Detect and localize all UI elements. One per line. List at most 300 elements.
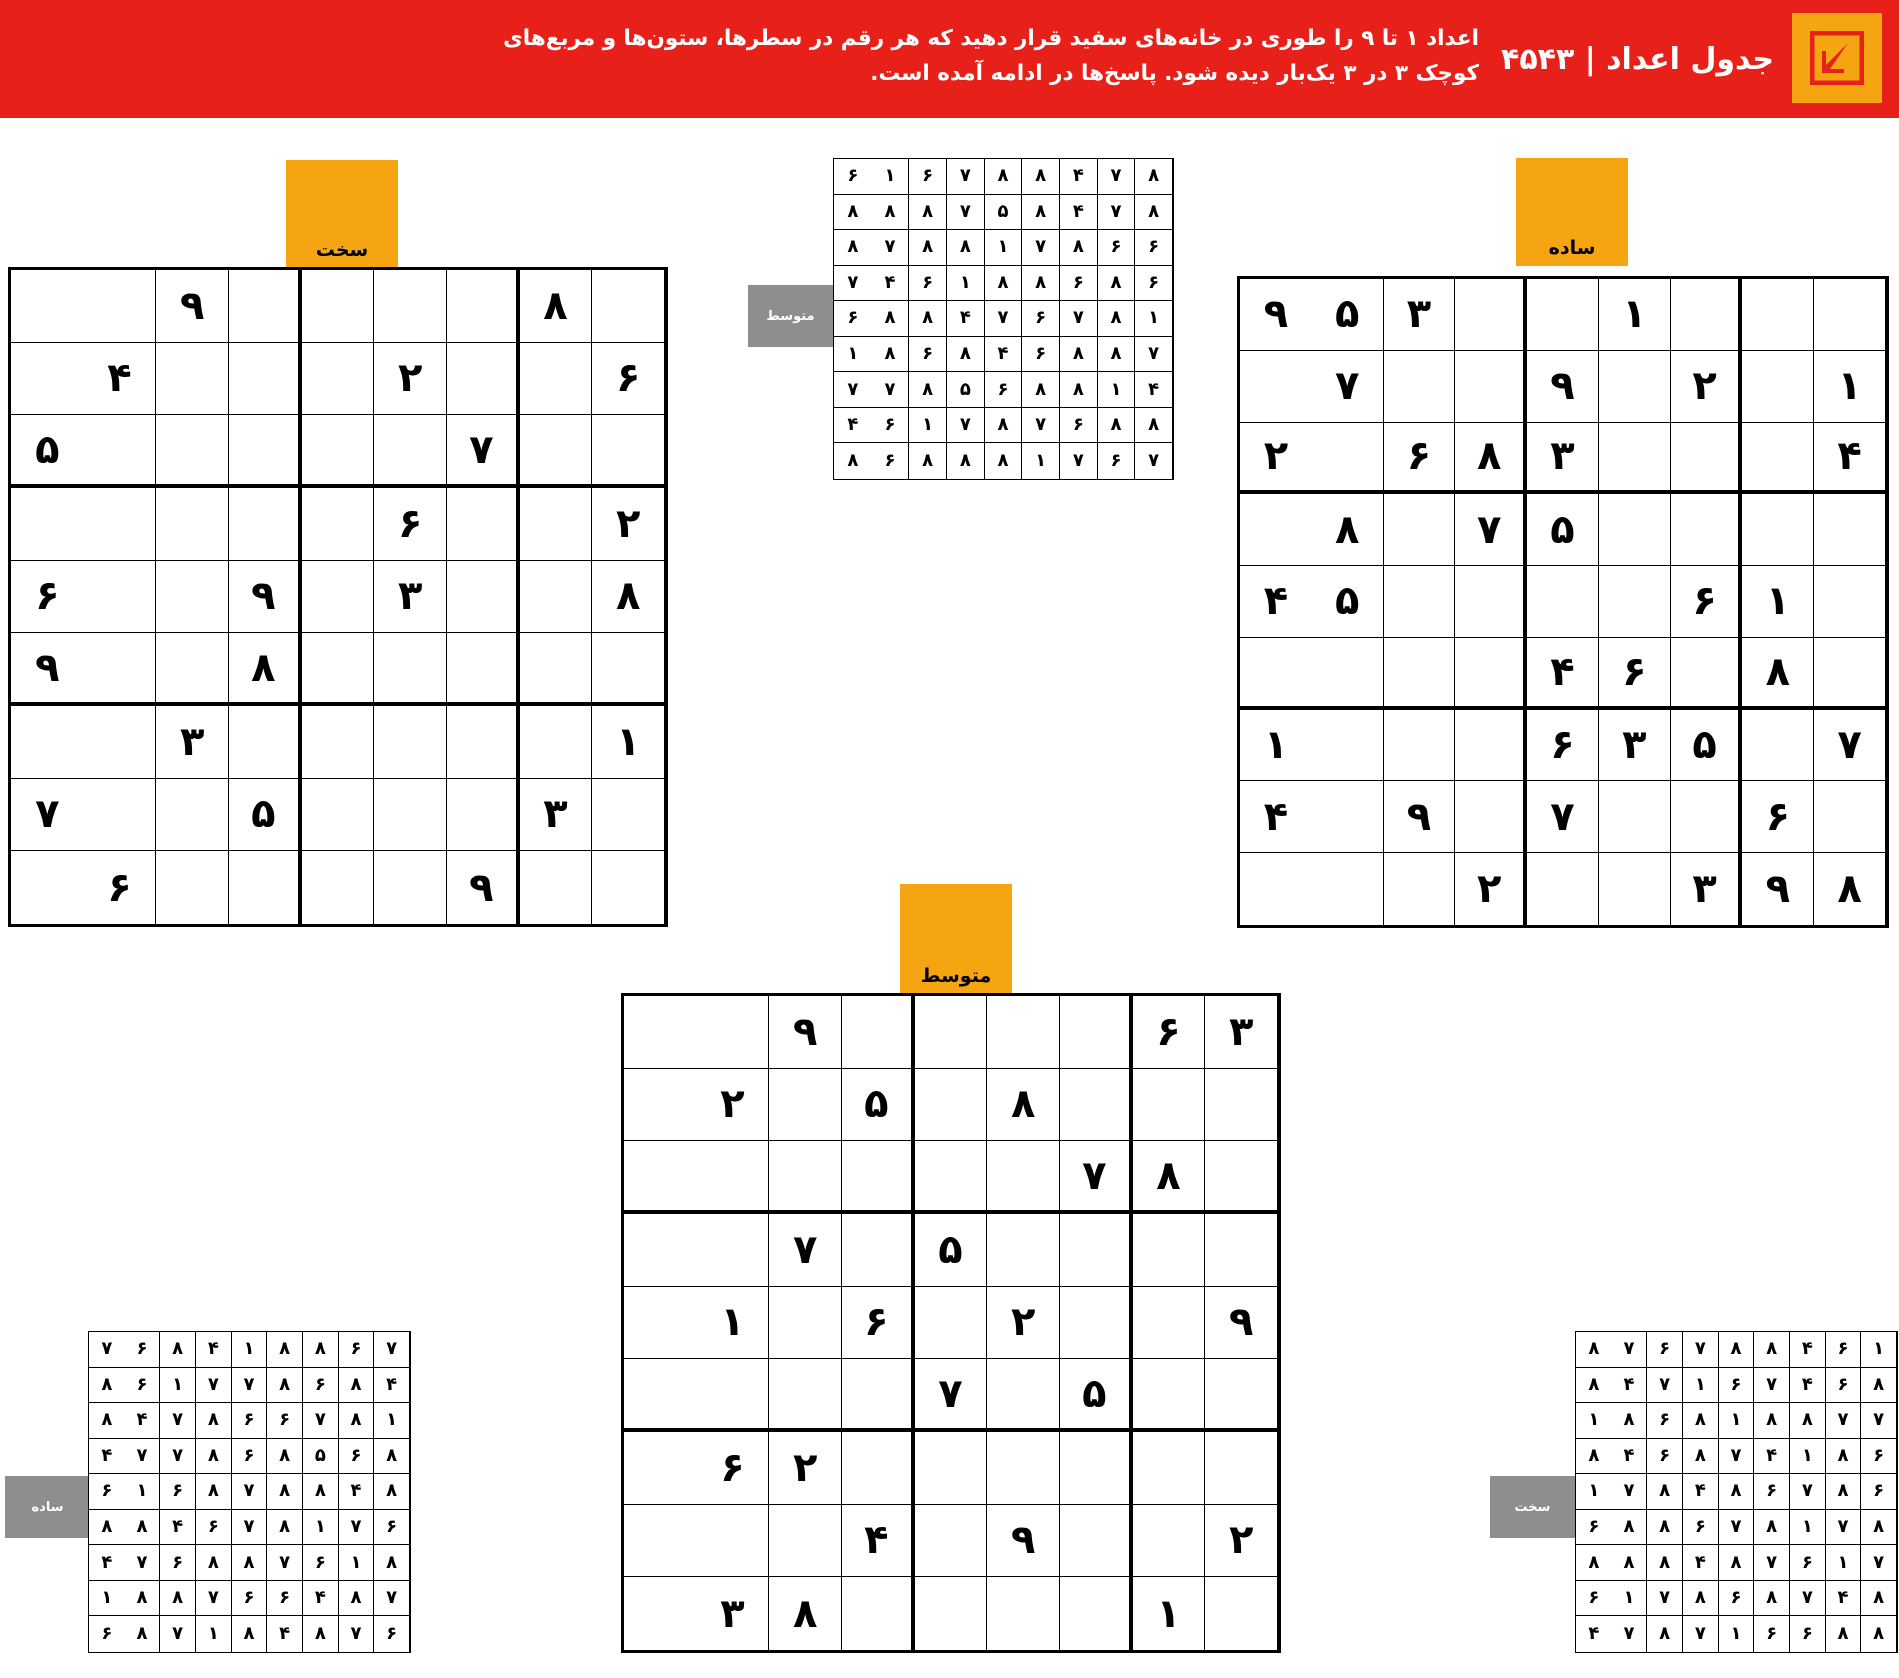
sudoku-grid-easy[interactable] (1237, 276, 1889, 928)
answer-cell: ۸ (160, 1581, 196, 1617)
sudoku-cell[interactable] (229, 706, 302, 779)
sudoku-cell: ۸ (520, 270, 593, 343)
sudoku-cell[interactable] (447, 779, 520, 852)
sudoku-cell[interactable] (1205, 1359, 1278, 1432)
answer-cell: ۸ (1098, 337, 1136, 373)
answer-cell: ۴ (947, 301, 985, 337)
page-title: جدول اعداد | ۴۵۴۳ (1501, 42, 1774, 77)
sudoku-cell[interactable] (1312, 710, 1384, 782)
answer-cell: ۸ (1861, 1581, 1897, 1617)
sudoku-cell[interactable] (229, 488, 302, 561)
answer-cell: ۱ (232, 1332, 268, 1368)
sudoku-cell[interactable] (1240, 853, 1312, 925)
sudoku-cell[interactable] (84, 561, 157, 634)
answer-cell: ۷ (303, 1403, 339, 1439)
sudoku-cell[interactable] (1814, 566, 1886, 638)
page-header (0, 0, 1899, 118)
sudoku-cell[interactable] (520, 633, 593, 706)
sudoku-cell[interactable] (374, 706, 447, 779)
sudoku-cell: ۹ (1527, 351, 1599, 423)
sudoku-cell[interactable] (1205, 1214, 1278, 1287)
answer-cell: ۷ (1135, 337, 1173, 373)
sudoku-cell[interactable] (374, 851, 447, 924)
sudoku-cell[interactable] (1312, 638, 1384, 710)
answer-cell: ۱ (1719, 1616, 1755, 1652)
answer-cell: ۶ (1826, 1332, 1862, 1368)
answer-cell: ۶ (1647, 1439, 1683, 1475)
sudoku-cell[interactable] (229, 851, 302, 924)
sudoku-cell: ۸ (229, 633, 302, 706)
sudoku-cell: ۸ (1133, 1141, 1206, 1214)
answer-cell: ۷ (1754, 1368, 1790, 1404)
sudoku-cell[interactable] (1205, 1432, 1278, 1505)
answer-cell: ۱ (1826, 1545, 1862, 1581)
sudoku-cell[interactable] (1133, 1214, 1206, 1287)
sudoku-cell[interactable] (624, 1287, 697, 1360)
answer-cell: ۸ (125, 1581, 161, 1617)
sudoku-cell[interactable] (156, 343, 229, 416)
answer-cell: ۷ (1647, 1581, 1683, 1617)
answer-cell: ۷ (1790, 1474, 1826, 1510)
sudoku-cell[interactable] (1133, 1069, 1206, 1142)
answer-cell: ۶ (89, 1474, 125, 1510)
answer-cell: ۸ (1861, 1616, 1897, 1652)
sudoku-cell[interactable] (84, 270, 157, 343)
sudoku-cell[interactable] (987, 1432, 1060, 1505)
answer-cell: ۸ (909, 443, 947, 479)
sudoku-cell[interactable] (915, 1069, 988, 1142)
sudoku-cell[interactable] (915, 1505, 988, 1578)
sudoku-cell[interactable] (1814, 638, 1886, 710)
sudoku-cell[interactable] (1455, 710, 1527, 782)
sudoku-cell[interactable] (624, 1577, 697, 1650)
answer-cell: ۱ (1790, 1510, 1826, 1546)
answer-cell: ۸ (1135, 195, 1173, 231)
sudoku-cell[interactable] (447, 706, 520, 779)
sudoku-cell[interactable] (697, 1359, 770, 1432)
sudoku-cell[interactable] (1240, 351, 1312, 423)
sudoku-cell[interactable] (1133, 1287, 1206, 1360)
answer-cell: ۷ (267, 1545, 303, 1581)
sudoku-cell[interactable] (915, 996, 988, 1069)
answer-cell: ۸ (1098, 266, 1136, 302)
sudoku-cell[interactable] (769, 1141, 842, 1214)
sudoku-cell[interactable] (229, 415, 302, 488)
answer-cell: ۷ (1098, 159, 1136, 195)
sudoku-cell[interactable] (447, 488, 520, 561)
sudoku-cell: ۲ (769, 1432, 842, 1505)
sudoku-cell[interactable] (1384, 351, 1456, 423)
sudoku-cell[interactable] (1671, 423, 1743, 495)
answer-cell: ۴ (1790, 1332, 1826, 1368)
answer-grid-easy (88, 1331, 411, 1653)
sudoku-cell: ۷ (1814, 710, 1886, 782)
answer-cell: ۷ (872, 372, 910, 408)
sudoku-cell[interactable] (1312, 781, 1384, 853)
answer-cell: ۱ (1022, 443, 1060, 479)
sudoku-cell[interactable] (624, 1141, 697, 1214)
sudoku-cell[interactable] (1384, 494, 1456, 566)
answer-cell: ۶ (1754, 1474, 1790, 1510)
sudoku-cell[interactable] (1060, 1505, 1133, 1578)
sudoku-cell[interactable] (915, 1577, 988, 1650)
sudoku-cell: ۲ (1205, 1505, 1278, 1578)
sudoku-cell[interactable] (302, 706, 375, 779)
sudoku-cell[interactable] (1671, 494, 1743, 566)
answer-cell: ۶ (985, 372, 1023, 408)
sudoku-cell[interactable] (11, 270, 84, 343)
sudoku-cell[interactable] (1599, 351, 1671, 423)
sudoku-cell[interactable] (11, 488, 84, 561)
sudoku-cell: ۶ (842, 1287, 915, 1360)
sudoku-cell[interactable] (1060, 996, 1133, 1069)
sudoku-cell: ۳ (156, 706, 229, 779)
sudoku-cell: ۹ (156, 270, 229, 343)
sudoku-cell: ۴ (1240, 566, 1312, 638)
answer-cell: ۵ (303, 1439, 339, 1475)
sudoku-cell[interactable] (1205, 1069, 1278, 1142)
sudoku-cell[interactable] (84, 779, 157, 852)
sudoku-cell[interactable] (592, 633, 665, 706)
sudoku-cell[interactable] (11, 706, 84, 779)
answer-cell: ۷ (232, 1510, 268, 1546)
sudoku-cell[interactable] (84, 706, 157, 779)
sudoku-cell[interactable] (1060, 1432, 1133, 1505)
answer-cell: ۸ (1098, 301, 1136, 337)
sudoku-cell[interactable] (697, 996, 770, 1069)
sudoku-cell: ۲ (697, 1069, 770, 1142)
sudoku-cell[interactable] (1060, 1287, 1133, 1360)
answer-tab-hard: سخت (1490, 1476, 1575, 1538)
sudoku-cell[interactable] (592, 270, 665, 343)
sudoku-cell[interactable] (156, 779, 229, 852)
sudoku-cell[interactable] (1384, 710, 1456, 782)
sudoku-cell: ۹ (447, 851, 520, 924)
sudoku-cell[interactable] (1742, 494, 1814, 566)
sudoku-cell[interactable] (84, 488, 157, 561)
sudoku-cell[interactable] (374, 633, 447, 706)
answer-cell: ۷ (339, 1510, 375, 1546)
sudoku-cell[interactable] (1060, 1577, 1133, 1650)
sudoku-cell: ۶ (697, 1432, 770, 1505)
sudoku-cell[interactable] (624, 1432, 697, 1505)
sudoku-cell[interactable] (156, 561, 229, 634)
answer-cell: ۸ (985, 159, 1023, 195)
sudoku-cell[interactable] (84, 633, 157, 706)
answer-cell: ۸ (267, 1439, 303, 1475)
sudoku-cell[interactable] (1205, 1141, 1278, 1214)
answer-cell: ۸ (872, 337, 910, 373)
answer-cell: ۶ (909, 266, 947, 302)
sudoku-cell[interactable] (302, 561, 375, 634)
answer-cell: ۸ (1612, 1545, 1648, 1581)
answer-cell: ۶ (1861, 1439, 1897, 1475)
sudoku-cell[interactable] (769, 1359, 842, 1432)
answer-cell: ۸ (1754, 1510, 1790, 1546)
sudoku-cell[interactable] (1384, 566, 1456, 638)
answer-cell: ۷ (232, 1368, 268, 1404)
sudoku-cell[interactable] (624, 1069, 697, 1142)
sudoku-cell[interactable] (374, 415, 447, 488)
answer-cell: ۶ (909, 337, 947, 373)
sudoku-cell[interactable] (842, 996, 915, 1069)
answer-cell: ۶ (1790, 1616, 1826, 1652)
answer-cell: ۶ (1719, 1368, 1755, 1404)
sudoku-cell[interactable] (302, 779, 375, 852)
answer-cell: ۸ (339, 1403, 375, 1439)
sudoku-cell[interactable] (1742, 351, 1814, 423)
sudoku-cell[interactable] (1384, 853, 1456, 925)
sudoku-cell[interactable] (1060, 1214, 1133, 1287)
sudoku-cell[interactable] (987, 1359, 1060, 1432)
sudoku-cell[interactable] (842, 1432, 915, 1505)
answer-cell: ۶ (232, 1581, 268, 1617)
answer-cell: ۸ (1022, 195, 1060, 231)
sudoku-cell[interactable] (842, 1141, 915, 1214)
sudoku-cell: ۸ (592, 561, 665, 634)
sudoku-cell[interactable] (302, 851, 375, 924)
sudoku-cell: ۲ (592, 488, 665, 561)
sudoku-cell[interactable] (697, 1141, 770, 1214)
sudoku-cell[interactable] (1133, 1432, 1206, 1505)
sudoku-cell[interactable] (842, 1214, 915, 1287)
sudoku-cell: ۹ (769, 996, 842, 1069)
answer-cell: ۱ (1576, 1474, 1612, 1510)
sudoku-cell: ۱ (592, 706, 665, 779)
sudoku-cell[interactable] (1599, 494, 1671, 566)
sudoku-cell[interactable] (769, 1505, 842, 1578)
answer-cell: ۷ (872, 230, 910, 266)
sudoku-cell[interactable] (229, 270, 302, 343)
answer-cell: ۱ (1790, 1439, 1826, 1475)
sudoku-cell: ۵ (1312, 279, 1384, 351)
answer-cell: ۶ (1060, 408, 1098, 444)
answer-cell: ۷ (1022, 408, 1060, 444)
sudoku-grid-hard[interactable] (8, 267, 668, 927)
sudoku-cell[interactable] (624, 1214, 697, 1287)
sudoku-cell: ۱ (1814, 351, 1886, 423)
answer-cell: ۸ (339, 1581, 375, 1617)
answer-cell: ۸ (89, 1368, 125, 1404)
sudoku-cell: ۷ (1527, 781, 1599, 853)
answer-cell: ۱ (1683, 1368, 1719, 1404)
sudoku-cell[interactable] (1814, 494, 1886, 566)
answer-cell: ۱ (89, 1581, 125, 1617)
answer-cell: ۶ (1719, 1581, 1755, 1617)
sudoku-cell[interactable] (1671, 781, 1743, 853)
sudoku-cell[interactable] (842, 1359, 915, 1432)
sudoku-cell[interactable] (1527, 853, 1599, 925)
sudoku-cell[interactable] (1599, 566, 1671, 638)
sudoku-cell[interactable] (302, 633, 375, 706)
sudoku-cell[interactable] (1133, 1359, 1206, 1432)
answer-cell: ۸ (1754, 1403, 1790, 1439)
answer-cell: ۸ (267, 1332, 303, 1368)
sudoku-cell[interactable] (592, 415, 665, 488)
instructions-text: اعداد ۱ تا ۹ را طوری در خانه‌های سفید قرار دهید که هر رقم در سطرها، ستون‌ها و مربع‌های کوچک ۳ در ۳ یک‌بار دیده شود. پاسخ‌ها در ادامه آمده است. (503, 26, 1479, 86)
sudoku-cell[interactable] (987, 996, 1060, 1069)
sudoku-cell: ۳ (520, 779, 593, 852)
sudoku-cell[interactable] (520, 706, 593, 779)
sudoku-cell[interactable] (520, 851, 593, 924)
sudoku-cell[interactable] (520, 561, 593, 634)
answer-cell: ۶ (232, 1403, 268, 1439)
answer-cell: ۸ (947, 230, 985, 266)
sudoku-cell[interactable] (1814, 781, 1886, 853)
answer-cell: ۸ (1022, 372, 1060, 408)
answer-cell: ۸ (985, 266, 1023, 302)
sudoku-cell[interactable] (1384, 638, 1456, 710)
answer-cell: ۸ (303, 1332, 339, 1368)
sudoku-cell[interactable] (1312, 853, 1384, 925)
sudoku-cell[interactable] (1527, 566, 1599, 638)
answer-cell: ۸ (1060, 230, 1098, 266)
sudoku-cell[interactable] (447, 343, 520, 416)
sudoku-cell[interactable] (1599, 781, 1671, 853)
answer-cell: ۷ (1612, 1332, 1648, 1368)
answer-cell: ۷ (125, 1439, 161, 1475)
sudoku-cell[interactable] (447, 633, 520, 706)
sudoku-cell[interactable] (592, 779, 665, 852)
sudoku-cell[interactable] (156, 488, 229, 561)
sudoku-cell[interactable] (624, 996, 697, 1069)
sudoku-cell[interactable] (1671, 638, 1743, 710)
sudoku-cell[interactable] (156, 633, 229, 706)
sudoku-cell[interactable] (11, 343, 84, 416)
sudoku-cell[interactable] (915, 1141, 988, 1214)
sudoku-cell[interactable] (447, 561, 520, 634)
sudoku-cell[interactable] (302, 270, 375, 343)
sudoku-cell[interactable] (1312, 423, 1384, 495)
sudoku-cell: ۶ (11, 561, 84, 634)
sudoku-cell[interactable] (302, 488, 375, 561)
answer-cell: ۶ (834, 159, 872, 195)
answer-cell: ۴ (1790, 1368, 1826, 1404)
sudoku-cell[interactable] (1742, 710, 1814, 782)
sudoku-cell[interactable] (624, 1359, 697, 1432)
answer-cell: ۸ (872, 195, 910, 231)
sudoku-cell[interactable] (915, 1432, 988, 1505)
answer-cell: ۸ (1098, 408, 1136, 444)
answer-cell: ۶ (1098, 230, 1136, 266)
sudoku-cell: ۹ (1384, 781, 1456, 853)
answer-cell: ۶ (160, 1545, 196, 1581)
answer-cell: ۷ (1612, 1616, 1648, 1652)
sudoku-cell[interactable] (11, 851, 84, 924)
sudoku-cell[interactable] (520, 488, 593, 561)
sudoku-cell[interactable] (374, 779, 447, 852)
sudoku-cell[interactable] (1455, 566, 1527, 638)
answer-cell: ۸ (1790, 1403, 1826, 1439)
sudoku-cell[interactable] (520, 415, 593, 488)
sudoku-cell[interactable] (697, 1505, 770, 1578)
answer-cell: ۸ (909, 230, 947, 266)
answer-cell: ۷ (374, 1581, 410, 1617)
sudoku-cell[interactable] (842, 1577, 915, 1650)
answer-cell: ۸ (1647, 1474, 1683, 1510)
sudoku-cell[interactable] (156, 851, 229, 924)
sudoku-grid-medium[interactable] (621, 993, 1281, 1653)
sudoku-cell: ۷ (915, 1359, 988, 1432)
sudoku-cell[interactable] (1742, 423, 1814, 495)
sudoku-cell[interactable] (624, 1505, 697, 1578)
sudoku-cell[interactable] (302, 343, 375, 416)
answer-cell: ۸ (232, 1545, 268, 1581)
answer-cell: ۷ (1861, 1403, 1897, 1439)
sudoku-cell: ۲ (1455, 853, 1527, 925)
answer-cell: ۸ (1754, 1581, 1790, 1617)
answer-cell: ۸ (374, 1439, 410, 1475)
sudoku-cell[interactable] (1599, 853, 1671, 925)
answer-cell: ۷ (1826, 1510, 1862, 1546)
sudoku-cell: ۹ (1240, 279, 1312, 351)
sudoku-cell: ۱ (1133, 1577, 1206, 1650)
sudoku-cell[interactable] (1455, 781, 1527, 853)
answer-cell: ۶ (872, 443, 910, 479)
sudoku-cell[interactable] (592, 851, 665, 924)
sudoku-cell: ۱ (1599, 279, 1671, 351)
sudoku-cell[interactable] (447, 270, 520, 343)
sudoku-cell[interactable] (1205, 1577, 1278, 1650)
sudoku-cell[interactable] (1455, 351, 1527, 423)
sudoku-cell: ۵ (1671, 710, 1743, 782)
sudoku-cell[interactable] (1133, 1505, 1206, 1578)
sudoku-cell[interactable] (987, 1141, 1060, 1214)
sudoku-cell[interactable] (1527, 279, 1599, 351)
sudoku-cell[interactable] (1240, 638, 1312, 710)
answer-cell: ۸ (196, 1545, 232, 1581)
answer-cell: ۸ (1647, 1510, 1683, 1546)
sudoku-cell[interactable] (302, 415, 375, 488)
sudoku-cell[interactable] (1240, 494, 1312, 566)
sudoku-cell[interactable] (697, 1214, 770, 1287)
sudoku-cell[interactable] (1742, 279, 1814, 351)
sudoku-cell: ۱ (1742, 566, 1814, 638)
sudoku-cell[interactable] (769, 1287, 842, 1360)
sudoku-cell[interactable] (915, 1287, 988, 1360)
answer-cell: ۶ (125, 1332, 161, 1368)
sudoku-cell[interactable] (84, 415, 157, 488)
sudoku-cell[interactable] (374, 270, 447, 343)
sudoku-cell[interactable] (987, 1214, 1060, 1287)
sudoku-cell[interactable] (520, 343, 593, 416)
sudoku-cell[interactable] (1814, 279, 1886, 351)
sudoku-cell[interactable] (769, 1069, 842, 1142)
sudoku-cell[interactable] (1455, 279, 1527, 351)
answer-cell: ۶ (267, 1403, 303, 1439)
sudoku-cell[interactable] (1599, 423, 1671, 495)
answer-cell: ۸ (847, 450, 859, 472)
answer-cell: ۴ (872, 266, 910, 302)
answer-cell: ۸ (1612, 1510, 1648, 1546)
answer-cell: ۱ (909, 408, 947, 444)
sudoku-cell[interactable] (1671, 279, 1743, 351)
answer-cell: ۸ (947, 337, 985, 373)
sudoku-cell[interactable] (229, 343, 302, 416)
sudoku-cell[interactable] (1060, 1069, 1133, 1142)
answer-cell: ۸ (1576, 1332, 1612, 1368)
answer-cell: ۶ (1826, 1368, 1862, 1404)
sudoku-cell: ۳ (374, 561, 447, 634)
answer-cell: ۷ (89, 1332, 125, 1368)
sudoku-cell: ۵ (11, 415, 84, 488)
sudoku-cell[interactable] (987, 1577, 1060, 1650)
sudoku-cell[interactable] (156, 415, 229, 488)
answer-cell: ۷ (1060, 443, 1098, 479)
sudoku-cell[interactable] (1455, 638, 1527, 710)
sudoku-cell: ۸ (1814, 853, 1886, 925)
answer-cell: ۸ (1022, 159, 1060, 195)
